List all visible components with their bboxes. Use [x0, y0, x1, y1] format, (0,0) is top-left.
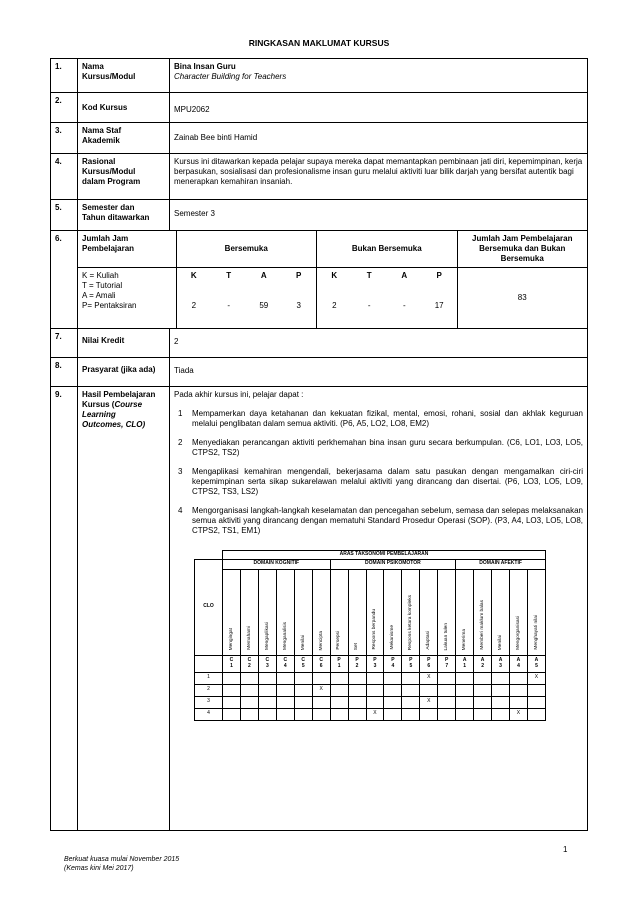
hours-head: K	[331, 271, 338, 280]
hours-value: 17	[422, 298, 457, 328]
taxonomy-mark	[348, 708, 366, 720]
taxonomy-mark	[223, 696, 241, 708]
taxonomy-level-header: Set	[348, 569, 366, 655]
taxonomy-mark	[348, 684, 366, 696]
rationale-label: Rasional Kursus/Modul dalam Program	[78, 154, 170, 200]
semester-label: Semester dan Tahun ditawarkan	[78, 200, 170, 231]
taxonomy-row	[195, 696, 546, 708]
taxonomy-mark	[258, 708, 276, 720]
academic-staff-label: Nama Staf Akademik	[78, 123, 170, 154]
credit-value: 2	[170, 328, 588, 357]
taxonomy-mark	[276, 684, 294, 696]
taxonomy-level-header: Lakuan tulen	[438, 569, 456, 655]
hours-legend: K = Kuliah T = Tutorial A = Amali P= Pentaksiran	[78, 268, 176, 328]
domain-affective: DOMAIN AFEKTIF	[456, 559, 546, 569]
taxonomy-mark	[438, 708, 456, 720]
taxonomy-level-header: Memahami	[240, 569, 258, 655]
taxonomy-mark	[348, 696, 366, 708]
taxonomy-mark	[492, 708, 510, 720]
taxonomy-mark	[527, 696, 545, 708]
hours-value: -	[227, 300, 231, 310]
row-number: 9.	[51, 386, 78, 830]
taxonomy-mark	[420, 708, 438, 720]
clo-item: 3 Mengaplikasi kemahiran mengendali, bekerjasama dalam satu pasukan dengan mengamalkan ciri-ciri kepemimpinan serta sikap sukarelawan melalui aktiviti yang dirancang dan disertai. (P6, LO3, LO5, LO9, CTPS2, TS3, LS2)	[178, 466, 583, 496]
taxonomy-clo-number: 3	[195, 696, 223, 708]
footer-note: Berkuat kuasa mulai November 2015 (Kemas kini Mei 2017)	[64, 856, 180, 873]
taxonomy-code: A 5	[527, 655, 545, 672]
course-name-value: Bina Insan Guru Character Building for Teachers	[170, 59, 588, 93]
course-code-label: Kod Kursus	[78, 93, 170, 123]
taxonomy-mark	[492, 672, 510, 684]
row-number: 2.	[51, 93, 78, 123]
taxonomy-mark: X	[312, 684, 330, 696]
taxonomy-mark	[223, 672, 241, 684]
rationale-value: Kursus ini ditawarkan kepada pelajar supaya mereka dapat memantapkan pembinaan jati diri, kepemimpinan, kerja berpasukan, sosialisasi dan profesionalisme insan guru melalui aktiviti luar bilik darjah yang bersifat autentik bagi menerapkan kemahiran insaniah.	[170, 154, 588, 200]
taxonomy-mark	[294, 708, 312, 720]
taxonomy-mark	[366, 684, 384, 696]
taxonomy-level-header: Menerima	[456, 569, 474, 655]
row-number: 8.	[51, 357, 78, 386]
taxonomy-level-header: Persepsi	[330, 569, 348, 655]
taxonomy-mark	[366, 672, 384, 684]
taxonomy-level-header: Mengingat	[223, 569, 241, 655]
taxonomy-mark	[474, 684, 492, 696]
taxonomy-code: P 5	[402, 655, 420, 672]
clo-header: CLO	[195, 559, 223, 655]
taxonomy-mark	[312, 672, 330, 684]
taxonomy-mark	[510, 696, 528, 708]
taxonomy-mark: X	[510, 708, 528, 720]
taxonomy-mark	[384, 696, 402, 708]
taxonomy-mark	[438, 684, 456, 696]
taxonomy-level-header: Mengorganisasi	[510, 569, 528, 655]
taxonomy-level-header: Memberi maklum balas	[474, 569, 492, 655]
page-number: 1	[563, 845, 568, 854]
taxonomy-code: C 3	[258, 655, 276, 672]
taxonomy-mark	[510, 672, 528, 684]
hours-head: A	[401, 271, 408, 280]
taxonomy-mark	[276, 696, 294, 708]
taxonomy-mark	[492, 684, 510, 696]
taxonomy-mark	[330, 672, 348, 684]
taxonomy-mark	[456, 672, 474, 684]
taxonomy-level-header: Mekanisme	[384, 569, 402, 655]
domain-cognitive: DOMAIN KOGNITIF	[223, 559, 331, 569]
row-number: 6.	[51, 231, 78, 329]
taxonomy-mark	[294, 684, 312, 696]
hours-value: 59	[259, 300, 269, 310]
hours-head: T	[366, 271, 372, 280]
taxonomy-mark	[384, 684, 402, 696]
learning-hours-label: Jumlah Jam Pembelajaran	[78, 231, 176, 268]
taxonomy-mark	[527, 684, 545, 696]
taxonomy-mark	[474, 696, 492, 708]
taxonomy-level-header: Adaptasi	[420, 569, 438, 655]
hours-value: 3	[281, 298, 316, 328]
taxonomy-mark	[330, 684, 348, 696]
prerequisite-label: Prasyarat (jika ada)	[78, 357, 170, 386]
row-number: 5.	[51, 200, 78, 231]
academic-staff-value: Zainab Bee binti Hamid	[170, 123, 588, 154]
taxonomy-mark	[384, 708, 402, 720]
taxonomy-mark	[527, 708, 545, 720]
taxonomy-mark	[330, 696, 348, 708]
taxonomy-mark	[294, 672, 312, 684]
taxonomy-mark	[438, 672, 456, 684]
taxonomy-level-header: Menganalisis	[276, 569, 294, 655]
clo-intro: Pada akhir kursus ini, pelajar dapat :	[174, 389, 304, 399]
taxonomy-code: C 5	[294, 655, 312, 672]
taxonomy-mark	[474, 708, 492, 720]
taxonomy-mark	[492, 696, 510, 708]
course-code-value: MPU2062	[170, 93, 588, 123]
clo-label: Hasil Pembelajaran Kursus (Course Learning Outcomes, CLO)	[78, 386, 170, 830]
semester-value: Semester 3	[170, 200, 588, 231]
taxonomy-mark	[312, 708, 330, 720]
taxonomy-code: A 1	[456, 655, 474, 672]
row-number: 1.	[51, 59, 78, 93]
taxonomy-mark	[510, 684, 528, 696]
taxonomy-mark: X	[366, 708, 384, 720]
hours-head: T	[226, 271, 232, 280]
taxonomy-code: C 4	[276, 655, 294, 672]
clo-content	[170, 386, 588, 830]
credit-label: Nilai Kredit	[78, 328, 170, 357]
taxonomy-mark	[402, 696, 420, 708]
row-number: 7.	[51, 328, 78, 357]
learning-hours-cell	[78, 231, 588, 329]
taxonomy-clo-number: 2	[195, 684, 223, 696]
taxonomy-row	[195, 684, 546, 696]
hours-value: -	[402, 300, 406, 310]
taxonomy-mark	[294, 696, 312, 708]
face-to-face-header: Bersemuka	[176, 231, 317, 268]
taxonomy-mark	[366, 696, 384, 708]
taxonomy-mark	[276, 672, 294, 684]
taxonomy-code: P 4	[384, 655, 402, 672]
taxonomy-mark	[402, 708, 420, 720]
taxonomy-title: ARAS TAKSONOMI PEMBELAJARAN	[223, 550, 546, 559]
taxonomy-code: C 1	[223, 655, 241, 672]
taxonomy-mark	[276, 708, 294, 720]
taxonomy-mark	[258, 684, 276, 696]
total-hours-header: Jumlah Jam Pembelajaran Bersemuka dan Bukan Bersemuka	[457, 231, 587, 268]
taxonomy-clo-number: 4	[195, 708, 223, 720]
taxonomy-mark	[223, 684, 241, 696]
taxonomy-level-header: Menilai	[294, 569, 312, 655]
hours-head: K	[190, 271, 197, 280]
taxonomy-table	[194, 550, 546, 721]
hours-value: -	[367, 300, 371, 310]
taxonomy-level-header: Mencipta	[312, 569, 330, 655]
learning-hours-table	[78, 231, 587, 328]
clo-list	[174, 409, 583, 536]
taxonomy-mark	[348, 672, 366, 684]
taxonomy-mark	[240, 672, 258, 684]
taxonomy-level-header: Mengaplikasi	[258, 569, 276, 655]
taxonomy-mark	[420, 684, 438, 696]
hours-value: 2	[191, 300, 197, 310]
hours-head: P	[281, 268, 316, 298]
non-face-to-face-header: Bukan Bersemuka	[317, 231, 458, 268]
taxonomy-mark	[384, 672, 402, 684]
taxonomy-mark	[474, 672, 492, 684]
clo-item: 1 Mempamerkan daya ketahanan dan kekuatan fizikal, mental, emosi, rohani, sosial dan akhlak keguruan melalui penglibatan dalam semua aktiviti. (P6, A5, LO2, LO8, EM2)	[178, 408, 583, 428]
taxonomy-code: P 3	[366, 655, 384, 672]
clo-item: 4 Mengorganisasi langkah-langkah keselamatan dan pencegahan sebelum, semasa dan selepas melaksanakan semua aktiviti yang dirancang dengan mematuhi Standard Prosedur Operasi (SOP). (P3, A4, LO3, LO5, LO8, CTPS2, TS1, EM1)	[178, 505, 583, 535]
total-hours-value: 83	[517, 292, 527, 302]
taxonomy-code: C 6	[312, 655, 330, 672]
taxonomy-mark	[258, 696, 276, 708]
taxonomy-code: P 1	[330, 655, 348, 672]
taxonomy-mark	[240, 708, 258, 720]
taxonomy-clo-number: 1	[195, 672, 223, 684]
clo-item: 2 Menyediakan perancangan aktiviti perkhemahan bina insan guru secara berkumpulan. (C6, LO1, LO3, LO5, CTPS2, TS2)	[178, 437, 583, 457]
taxonomy-mark: X	[420, 696, 438, 708]
taxonomy-code: A 2	[474, 655, 492, 672]
taxonomy-level-header: Menghayati nilai	[527, 569, 545, 655]
taxonomy-mark	[456, 684, 474, 696]
taxonomy-mark	[312, 696, 330, 708]
taxonomy-code: C 2	[240, 655, 258, 672]
course-info-table	[50, 58, 588, 831]
hours-value: 2	[332, 300, 337, 310]
taxonomy-code: P 7	[438, 655, 456, 672]
taxonomy-mark	[402, 672, 420, 684]
page-title: RINGKASAN MAKLUMAT KURSUS	[248, 38, 390, 48]
taxonomy-code: P 6	[420, 655, 438, 672]
taxonomy-mark	[330, 708, 348, 720]
taxonomy-mark	[240, 696, 258, 708]
taxonomy-level-header: Respons ketara kompleks	[402, 569, 420, 655]
taxonomy-mark: X	[420, 672, 438, 684]
hours-head: P	[422, 268, 457, 298]
hours-head: A	[260, 271, 267, 280]
taxonomy-code: A 4	[510, 655, 528, 672]
course-name-label: Nama Kursus/Modul	[78, 59, 170, 93]
taxonomy-code: P 2	[348, 655, 366, 672]
prerequisite-value: Tiada	[170, 357, 588, 386]
row-number: 4.	[51, 154, 78, 200]
taxonomy-row	[195, 708, 546, 720]
taxonomy-code: A 3	[492, 655, 510, 672]
domain-psychomotor: DOMAIN PSIKOMOTOR	[330, 559, 456, 569]
taxonomy-mark	[402, 684, 420, 696]
taxonomy-mark	[240, 684, 258, 696]
taxonomy-mark	[258, 672, 276, 684]
taxonomy-mark	[223, 708, 241, 720]
taxonomy-level-header: Respons berpandu	[366, 569, 384, 655]
row-number: 3.	[51, 123, 78, 154]
taxonomy-mark: X	[527, 672, 545, 684]
taxonomy-row	[195, 672, 546, 684]
taxonomy-mark	[456, 708, 474, 720]
taxonomy-mark	[438, 696, 456, 708]
taxonomy-mark	[456, 696, 474, 708]
taxonomy-level-header: Menilai	[492, 569, 510, 655]
